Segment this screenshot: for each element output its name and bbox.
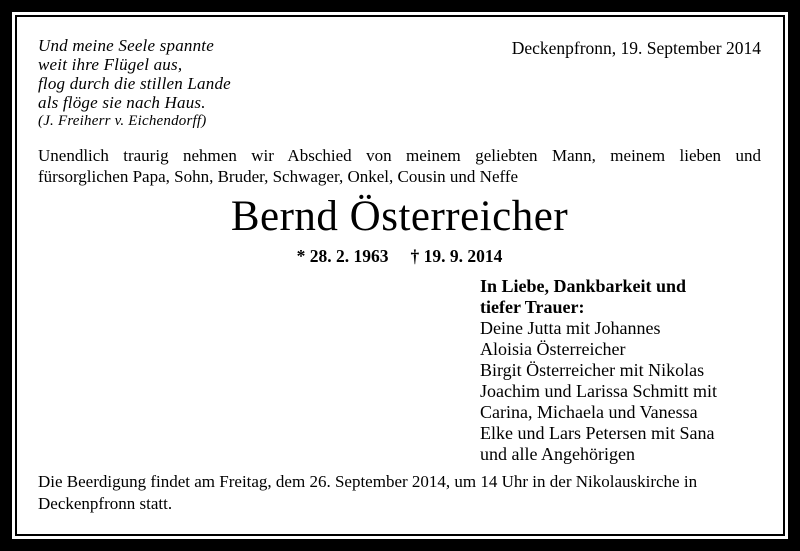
mourner-line: Deine Jutta mit Johannes [480, 318, 661, 338]
epigraph-line: als flöge sie nach Haus. [38, 93, 206, 112]
notice-inner-frame [15, 15, 785, 536]
dateline: Deckenpfronn, 19. September 2014 [511, 38, 761, 58]
mourner-line: und alle Angehörigen [480, 444, 635, 464]
mourner-line: Joachim und Larissa Schmitt mit [480, 381, 717, 401]
mourners-list [480, 276, 761, 465]
deceased-name: Bernd Österreicher [230, 193, 569, 240]
intro-text [38, 145, 761, 187]
birth-date: * 28. 2. 1963 [296, 246, 389, 266]
death-date: † 19. 9. 2014 [410, 246, 503, 266]
life-dates [38, 247, 761, 265]
funeral-line: Deckenpfronn statt. [38, 494, 173, 513]
epigraph-poem [38, 36, 231, 130]
intro-line: fürsorglichen Papa, Sohn, Bruder, Schwager, Onkel, Cousin und Neffe [38, 167, 519, 186]
funeral-line: Die Beerdigung findet am Freitag, dem 26. September 2014, um 14 Uhr in der Nikolauskirche in [38, 472, 698, 491]
notice-header [38, 36, 761, 130]
mourner-line: Aloisia Österreicher [480, 339, 626, 359]
epigraph-line: Und meine Seele spannte [38, 36, 214, 55]
epigraph-line: weit ihre Flügel aus, [38, 55, 183, 74]
mourner-line: Elke und Lars Petersen mit Sana [480, 423, 715, 443]
mourners-heading-line: tiefer Trauer: [480, 297, 585, 317]
mourners-heading-line: In Liebe, Dankbarkeit und [480, 276, 687, 296]
mourner-line: Birgit Österreicher mit Nikolas [480, 360, 705, 380]
mourner-line: Carina, Michaela und Vanessa [480, 402, 698, 422]
notice-content [17, 17, 783, 534]
funeral-info [38, 471, 761, 515]
epigraph-attribution: (J. Freiherr v. Eichendorff) [38, 113, 207, 129]
epigraph-line: flog durch die stillen Lande [38, 74, 231, 93]
intro-line: Unendlich traurig nehmen wir Abschied von meinem geliebten Mann, meinem lieben und [38, 146, 761, 165]
